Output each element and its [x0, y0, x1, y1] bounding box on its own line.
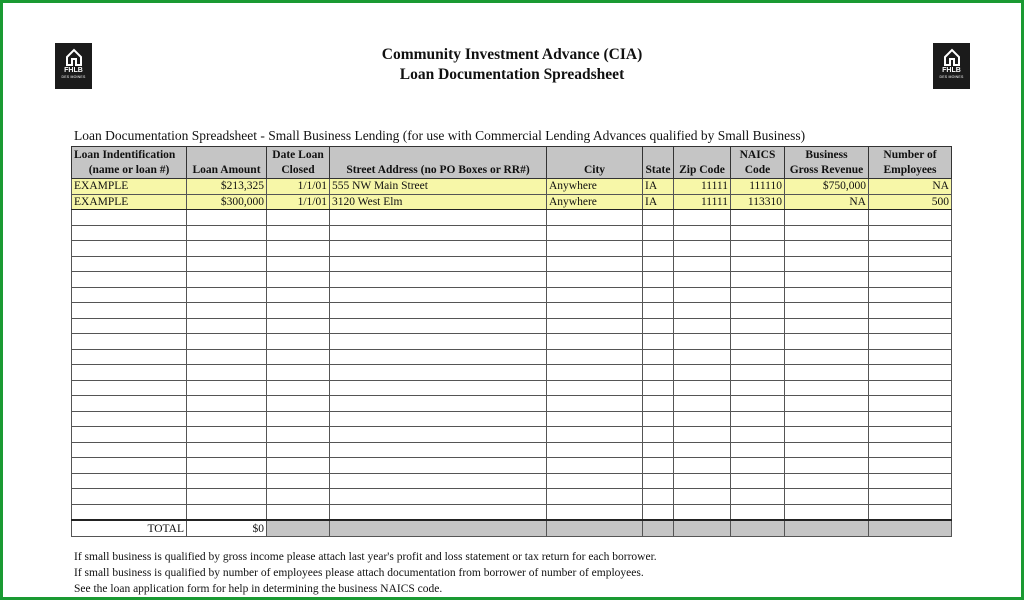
empty-row[interactable]	[72, 349, 952, 365]
table-cell[interactable]	[643, 287, 674, 303]
column-header-line2: Closed	[281, 164, 315, 176]
table-cell[interactable]	[731, 210, 785, 226]
table-cell[interactable]	[643, 272, 674, 288]
table-cell[interactable]	[547, 225, 643, 241]
column-header-line1	[549, 148, 640, 163]
table-cell[interactable]	[674, 303, 731, 319]
empty-row[interactable]	[72, 473, 952, 489]
table-cell[interactable]	[547, 334, 643, 350]
total-cell	[547, 520, 643, 537]
table-cell[interactable]	[785, 318, 869, 334]
column-header	[330, 147, 547, 179]
table-cell[interactable]	[330, 287, 547, 303]
table-cell[interactable]	[643, 241, 674, 257]
table-cell[interactable]	[869, 318, 952, 334]
table-cell[interactable]: 555 NW Main Street	[330, 179, 547, 195]
table-cell[interactable]	[547, 427, 643, 443]
table-cell[interactable]	[267, 442, 330, 458]
table-header	[72, 147, 952, 179]
table-cell[interactable]	[267, 272, 330, 288]
logo-text: FHLB	[942, 67, 961, 74]
table-cell[interactable]	[731, 489, 785, 505]
table-cell[interactable]	[643, 504, 674, 520]
logo-text: FHLB	[64, 67, 83, 74]
table-cell[interactable]	[267, 380, 330, 396]
table-cell[interactable]	[72, 225, 187, 241]
table-cell[interactable]	[330, 473, 547, 489]
table-cell[interactable]	[267, 504, 330, 520]
table-cell[interactable]	[72, 256, 187, 272]
empty-row[interactable]	[72, 504, 952, 520]
table-cell[interactable]	[330, 427, 547, 443]
empty-row[interactable]	[72, 442, 952, 458]
table-cell[interactable]	[785, 458, 869, 474]
table-cell[interactable]	[187, 396, 267, 412]
table-cell[interactable]	[267, 303, 330, 319]
total-amount: $0	[187, 520, 267, 537]
table-cell[interactable]	[72, 303, 187, 319]
table-cell[interactable]	[731, 225, 785, 241]
table-cell[interactable]	[869, 272, 952, 288]
table-cell[interactable]	[785, 349, 869, 365]
table-cell[interactable]	[731, 334, 785, 350]
table-cell[interactable]: IA	[643, 194, 674, 210]
empty-row[interactable]	[72, 458, 952, 474]
table-cell[interactable]	[643, 411, 674, 427]
table-cell[interactable]: Anywhere	[547, 179, 643, 195]
column-header-line1: Number of	[883, 149, 937, 161]
table-cell[interactable]	[187, 504, 267, 520]
table-cell[interactable]	[72, 489, 187, 505]
table-cell[interactable]	[869, 396, 952, 412]
total-cell	[643, 520, 674, 537]
total-cell	[267, 520, 330, 537]
table-cell[interactable]	[547, 489, 643, 505]
table-cell[interactable]	[869, 225, 952, 241]
table-cell[interactable]	[731, 318, 785, 334]
table-cell[interactable]: EXAMPLE	[72, 194, 187, 210]
column-header	[674, 147, 731, 179]
table-cell[interactable]	[674, 272, 731, 288]
table-cell[interactable]	[869, 427, 952, 443]
empty-row[interactable]	[72, 396, 952, 412]
table-cell[interactable]	[267, 334, 330, 350]
note-naics: See the loan application form for help in determining the business NAICS code.	[74, 583, 443, 595]
table-cell[interactable]	[547, 349, 643, 365]
table-cell[interactable]	[187, 303, 267, 319]
table-cell[interactable]	[674, 256, 731, 272]
table-cell[interactable]	[785, 396, 869, 412]
column-header-line2: Gross Revenue	[789, 164, 864, 176]
table-cell[interactable]	[547, 303, 643, 319]
table-cell[interactable]	[869, 349, 952, 365]
table-cell[interactable]	[187, 334, 267, 350]
logo-subtext: DES MOINES	[939, 75, 964, 79]
table-cell[interactable]	[674, 210, 731, 226]
table-cell[interactable]	[785, 210, 869, 226]
note-gross-income: If small business is qualified by gross income please attach last year's profit and loss statement or tax return for each borrower.	[74, 551, 657, 563]
table-cell[interactable]	[330, 504, 547, 520]
table-cell[interactable]	[72, 241, 187, 257]
table-cell[interactable]	[785, 256, 869, 272]
logo-subtext: DES MOINES	[61, 75, 86, 79]
table-cell[interactable]	[72, 365, 187, 381]
column-header-line2: Street Address (no PO Boxes or RR#)	[346, 164, 530, 176]
table-cell[interactable]	[869, 241, 952, 257]
table-cell[interactable]	[330, 241, 547, 257]
table-cell[interactable]	[547, 380, 643, 396]
table-cell[interactable]	[547, 396, 643, 412]
column-header-line2: Code	[744, 164, 771, 176]
empty-row[interactable]	[72, 256, 952, 272]
table-cell[interactable]	[731, 365, 785, 381]
table-cell[interactable]	[785, 365, 869, 381]
table-cell[interactable]	[731, 272, 785, 288]
table-cell[interactable]	[267, 473, 330, 489]
table-cell[interactable]	[643, 489, 674, 505]
table-cell[interactable]	[643, 210, 674, 226]
table-cell[interactable]	[267, 365, 330, 381]
table-cell[interactable]	[674, 365, 731, 381]
table-cell[interactable]	[674, 473, 731, 489]
table-cell[interactable]	[330, 318, 547, 334]
table-cell[interactable]	[330, 225, 547, 241]
table-cell[interactable]	[547, 504, 643, 520]
table-cell[interactable]	[187, 287, 267, 303]
table-cell[interactable]	[643, 318, 674, 334]
table-cell[interactable]	[785, 225, 869, 241]
table-cell[interactable]	[267, 411, 330, 427]
table-cell[interactable]: $750,000	[785, 179, 869, 195]
table-cell[interactable]	[869, 303, 952, 319]
table-cell[interactable]	[187, 442, 267, 458]
table-cell[interactable]	[869, 504, 952, 520]
table-cell[interactable]	[187, 365, 267, 381]
table-cell[interactable]	[731, 256, 785, 272]
loan-spreadsheet	[71, 146, 952, 537]
column-header-line1	[645, 148, 671, 163]
table-cell[interactable]	[674, 458, 731, 474]
table-cell[interactable]	[187, 225, 267, 241]
table-cell[interactable]	[187, 458, 267, 474]
table-cell[interactable]	[72, 380, 187, 396]
table-cell[interactable]	[674, 334, 731, 350]
table-cell[interactable]	[187, 272, 267, 288]
page-title: Community Investment Advance (CIA)	[381, 46, 643, 63]
empty-row[interactable]	[72, 365, 952, 381]
table-cell[interactable]	[547, 411, 643, 427]
table-cell[interactable]	[267, 349, 330, 365]
table-cell[interactable]	[330, 458, 547, 474]
empty-row[interactable]	[72, 489, 952, 505]
table-cell[interactable]	[869, 287, 952, 303]
table-cell[interactable]	[643, 380, 674, 396]
table-cell[interactable]	[187, 489, 267, 505]
total-cell	[330, 520, 547, 537]
table-cell[interactable]	[267, 225, 330, 241]
table-cell[interactable]	[267, 396, 330, 412]
table-cell[interactable]	[785, 504, 869, 520]
table-cell[interactable]	[72, 427, 187, 443]
table-cell[interactable]: 111110	[731, 179, 785, 195]
table-cell[interactable]	[547, 287, 643, 303]
table-cell[interactable]	[869, 411, 952, 427]
table-cell[interactable]	[674, 225, 731, 241]
table-cell[interactable]	[785, 411, 869, 427]
empty-row[interactable]	[72, 318, 952, 334]
table-cell[interactable]: 1/1/01	[267, 194, 330, 210]
table-cell[interactable]	[674, 241, 731, 257]
table-cell[interactable]	[674, 411, 731, 427]
total-label: TOTAL	[72, 520, 187, 537]
table-cell[interactable]	[547, 241, 643, 257]
table-cell[interactable]	[674, 396, 731, 412]
empty-row[interactable]	[72, 334, 952, 350]
table-cell[interactable]	[643, 303, 674, 319]
column-header-line1: Date Loan	[272, 149, 324, 161]
table-cell[interactable]	[785, 334, 869, 350]
table-cell[interactable]	[785, 287, 869, 303]
column-header-line1: Business	[805, 149, 848, 161]
total-cell	[869, 520, 952, 537]
table-cell[interactable]	[869, 473, 952, 489]
table-cell[interactable]	[187, 411, 267, 427]
table-cell[interactable]	[674, 287, 731, 303]
table-cell[interactable]	[72, 272, 187, 288]
table-row[interactable]	[72, 194, 952, 210]
total-cell	[785, 520, 869, 537]
table-cell[interactable]	[72, 473, 187, 489]
table-cell[interactable]	[674, 504, 731, 520]
table-cell[interactable]	[187, 380, 267, 396]
table-cell[interactable]	[547, 272, 643, 288]
total-row	[72, 520, 952, 537]
column-header-line2: City	[583, 164, 606, 176]
empty-row[interactable]	[72, 272, 952, 288]
table-cell[interactable]	[643, 334, 674, 350]
table-cell[interactable]	[547, 318, 643, 334]
table-cell[interactable]	[869, 256, 952, 272]
table-cell[interactable]	[267, 287, 330, 303]
table-cell[interactable]: Anywhere	[547, 194, 643, 210]
table-cell[interactable]	[330, 411, 547, 427]
table-cell[interactable]	[731, 287, 785, 303]
table-cell[interactable]	[72, 411, 187, 427]
column-header-line1	[676, 148, 728, 163]
empty-row[interactable]	[72, 210, 952, 226]
table-cell[interactable]	[785, 241, 869, 257]
table-row[interactable]	[72, 179, 952, 195]
table-cell[interactable]: 1/1/01	[267, 179, 330, 195]
table-cell[interactable]	[674, 349, 731, 365]
table-cell[interactable]: NA	[785, 194, 869, 210]
table-cell[interactable]	[267, 256, 330, 272]
column-header	[267, 147, 330, 179]
empty-row[interactable]	[72, 241, 952, 257]
table-cell[interactable]	[643, 473, 674, 489]
empty-row[interactable]	[72, 287, 952, 303]
column-header	[731, 147, 785, 179]
table-cell[interactable]	[869, 489, 952, 505]
table-cell[interactable]	[731, 473, 785, 489]
table-cell[interactable]	[731, 349, 785, 365]
table-cell[interactable]	[187, 318, 267, 334]
table-cell[interactable]	[267, 489, 330, 505]
table-cell[interactable]	[869, 365, 952, 381]
table-cell[interactable]	[547, 210, 643, 226]
column-header	[547, 147, 643, 179]
table-cell[interactable]	[330, 380, 547, 396]
table-cell[interactable]	[330, 272, 547, 288]
table-cell[interactable]	[785, 473, 869, 489]
table-cell[interactable]	[785, 380, 869, 396]
table-cell[interactable]	[330, 489, 547, 505]
empty-row[interactable]	[72, 411, 952, 427]
table-cell[interactable]	[785, 427, 869, 443]
table-cell[interactable]	[330, 303, 547, 319]
table-cell[interactable]	[330, 365, 547, 381]
table-cell[interactable]	[731, 504, 785, 520]
table-cell[interactable]	[643, 365, 674, 381]
spreadsheet-caption: Loan Documentation Spreadsheet - Small Business Lending (for use with Commercial Lending Advances qualified by Small Business)	[74, 128, 806, 143]
table-cell[interactable]	[267, 241, 330, 257]
table-cell[interactable]	[731, 458, 785, 474]
table-cell[interactable]	[187, 427, 267, 443]
table-cell[interactable]	[643, 442, 674, 458]
table-cell[interactable]	[643, 349, 674, 365]
table-cell[interactable]	[643, 427, 674, 443]
table-cell[interactable]: $213,325	[187, 179, 267, 195]
table-cell[interactable]	[785, 489, 869, 505]
table-cell[interactable]: 113310	[731, 194, 785, 210]
table-cell[interactable]	[674, 489, 731, 505]
table-cell[interactable]	[72, 349, 187, 365]
table-cell[interactable]	[547, 256, 643, 272]
table-cell[interactable]	[785, 442, 869, 458]
table-cell[interactable]	[643, 396, 674, 412]
column-header	[785, 147, 869, 179]
table-cell[interactable]	[674, 380, 731, 396]
table-cell[interactable]	[187, 210, 267, 226]
table-cell[interactable]	[187, 473, 267, 489]
table-cell[interactable]	[72, 504, 187, 520]
column-header-line2: Loan Amount	[192, 164, 261, 176]
table-cell[interactable]	[869, 380, 952, 396]
table-cell[interactable]	[731, 411, 785, 427]
table-cell[interactable]	[547, 458, 643, 474]
table-cell[interactable]	[785, 272, 869, 288]
column-header-line1	[189, 148, 264, 163]
table-cell[interactable]	[547, 473, 643, 489]
table-cell[interactable]	[330, 256, 547, 272]
note-employees: If small business is qualified by number of employees please attach documentation from borrower of number of employees.	[74, 567, 644, 579]
table-cell[interactable]	[731, 241, 785, 257]
table-cell[interactable]	[267, 210, 330, 226]
table-cell[interactable]	[330, 210, 547, 226]
empty-row[interactable]	[72, 225, 952, 241]
table-cell[interactable]	[731, 396, 785, 412]
table-cell[interactable]: $300,000	[187, 194, 267, 210]
table-cell[interactable]	[330, 349, 547, 365]
table-cell[interactable]	[72, 210, 187, 226]
table-cell[interactable]	[267, 318, 330, 334]
table-cell[interactable]	[785, 303, 869, 319]
table-cell[interactable]	[643, 256, 674, 272]
table-cell[interactable]	[731, 380, 785, 396]
table-cell[interactable]: 11111	[674, 179, 731, 195]
table-cell[interactable]: EXAMPLE	[72, 179, 187, 195]
column-header-line2: Zip Code	[679, 164, 725, 176]
table-cell[interactable]	[674, 318, 731, 334]
empty-row[interactable]	[72, 380, 952, 396]
table-cell[interactable]	[731, 427, 785, 443]
table-cell[interactable]	[187, 241, 267, 257]
table-cell[interactable]	[869, 210, 952, 226]
table-cell[interactable]	[330, 334, 547, 350]
column-header-line1	[332, 148, 544, 163]
table-cell[interactable]	[330, 442, 547, 458]
table-cell[interactable]	[731, 303, 785, 319]
table-cell[interactable]	[267, 427, 330, 443]
table-cell[interactable]	[187, 256, 267, 272]
table-cell[interactable]	[869, 458, 952, 474]
table-body	[72, 179, 952, 537]
table-cell[interactable]	[643, 225, 674, 241]
header-row	[72, 147, 952, 179]
column-header-line2: State	[645, 164, 671, 176]
column-header	[869, 147, 952, 179]
table-cell[interactable]: 3120 West Elm	[330, 194, 547, 210]
table-cell[interactable]	[547, 365, 643, 381]
page-subtitle: Loan Documentation Spreadsheet	[399, 66, 625, 83]
empty-row[interactable]	[72, 303, 952, 319]
table-cell[interactable]	[187, 349, 267, 365]
column-header-line2: Employees	[883, 164, 937, 176]
table-cell[interactable]	[869, 334, 952, 350]
column-header	[643, 147, 674, 179]
column-header	[72, 147, 187, 179]
table-cell[interactable]	[72, 287, 187, 303]
table-cell[interactable]	[72, 318, 187, 334]
table-cell[interactable]	[547, 442, 643, 458]
empty-row[interactable]	[72, 427, 952, 443]
column-header	[187, 147, 267, 179]
table-cell[interactable]: 500	[869, 194, 952, 210]
table-cell[interactable]	[72, 334, 187, 350]
table-cell[interactable]	[72, 442, 187, 458]
table-cell[interactable]	[267, 458, 330, 474]
table-cell[interactable]	[731, 442, 785, 458]
table-cell[interactable]: 11111	[674, 194, 731, 210]
total-cell	[674, 520, 731, 537]
table-cell[interactable]	[330, 396, 547, 412]
table-cell[interactable]	[674, 427, 731, 443]
table-cell[interactable]	[72, 396, 187, 412]
table-cell[interactable]: NA	[869, 179, 952, 195]
column-header-line1: NAICS	[739, 149, 776, 161]
table-cell[interactable]: IA	[643, 179, 674, 195]
table-cell[interactable]	[643, 458, 674, 474]
table-cell[interactable]	[674, 442, 731, 458]
table-cell[interactable]	[869, 442, 952, 458]
table-cell[interactable]	[72, 458, 187, 474]
column-header-line2: (name or loan #)	[88, 164, 170, 176]
total-cell	[731, 520, 785, 537]
column-header-line1: Loan Indentification	[74, 149, 176, 161]
